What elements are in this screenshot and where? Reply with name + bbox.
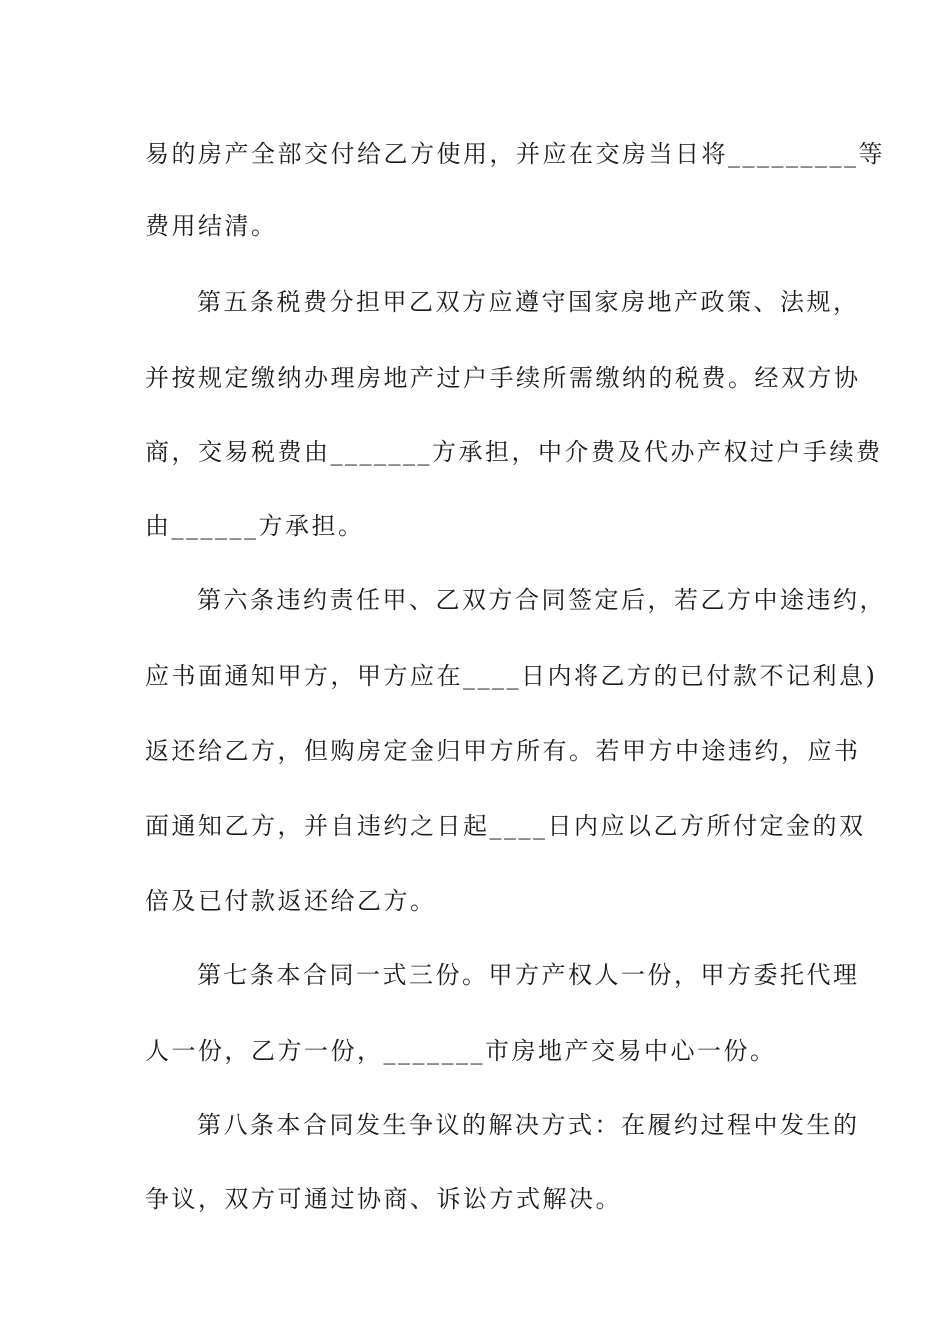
- article-6-heading-line: 第六条违约责任甲、乙双方合同签定后，若乙方中途违约，: [197, 586, 886, 614]
- paragraph-line: 人一份，乙方一份，_______市房地产交易中心一份。: [145, 1037, 777, 1065]
- paragraph-line: 由______方承担。: [145, 512, 365, 540]
- paragraph-line: 返还给乙方，但购房定金归甲方所有。若甲方中途违约，应书: [145, 737, 861, 765]
- paragraph-line: 争议，双方可通过协商、诉讼方式解决。: [145, 1185, 622, 1213]
- paragraph-line: 倍及已付款返还给乙方。: [145, 887, 437, 915]
- article-8-heading-line: 第八条本合同发生争议的解决方式：在履约过程中发生的: [197, 1111, 860, 1139]
- article-7-heading-line: 第七条本合同一式三份。甲方产权人一份，甲方委托代理: [197, 961, 860, 989]
- article-5-heading-line: 第五条税费分担甲乙双方应遵守国家房地产政策、法规，: [197, 288, 860, 316]
- paragraph-line: 面通知乙方，并自违约之日起____日内应以乙方所付定金的双: [145, 812, 866, 840]
- paragraph-line: 商，交易税费由_______方承担，中介费及代办产权过户手续费: [145, 438, 883, 466]
- paragraph-line: 应书面通知甲方，甲方应在____日内将乙方的已付款不记利息): [145, 662, 878, 690]
- paragraph-line: 易的房产全部交付给乙方使用，并应在交房当日将_________等: [145, 140, 885, 168]
- paragraph-line: 费用结清。: [145, 212, 278, 240]
- paragraph-line: 并按规定缴纳办理房地产过户手续所需缴纳的税费。经双方协: [145, 364, 861, 392]
